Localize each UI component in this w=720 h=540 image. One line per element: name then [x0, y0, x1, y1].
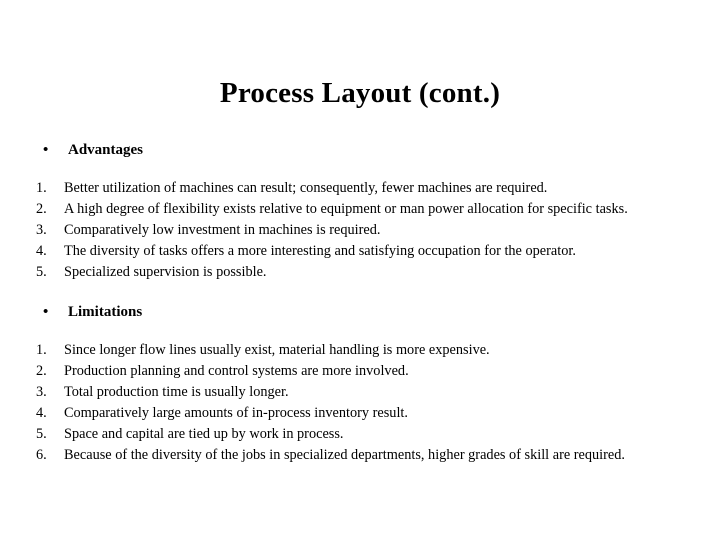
- slide-body: [0, 140, 720, 466]
- list-item-marker: 6.: [36, 447, 47, 463]
- list-item: [0, 340, 720, 361]
- list-item-text: Space and capital are tied up by work in process.: [64, 426, 344, 442]
- section-heading-label: Advantages: [68, 142, 144, 158]
- list-item: [0, 361, 720, 382]
- list-item-text: Total production time is usually longer.: [64, 384, 289, 400]
- list-item-marker: 3.: [36, 384, 47, 400]
- list-item-text: Comparatively large amounts of in-process inventory result.: [64, 405, 408, 421]
- list-item: [0, 403, 720, 424]
- list-item-marker: 1.: [36, 342, 47, 358]
- list-item-marker: 3.: [36, 222, 47, 238]
- list-item: [0, 382, 720, 403]
- list-item-text: Better utilization of machines can result; consequently, fewer machines are required.: [64, 180, 548, 196]
- page-title: Process Layout (cont.): [219, 77, 501, 109]
- list-item-marker: 5.: [36, 426, 47, 442]
- list-item-marker: 2.: [36, 363, 47, 379]
- list-item: [0, 262, 720, 283]
- list-item-marker: 5.: [36, 264, 47, 280]
- list-item-text: Because of the diversity of the jobs in specialized departments, higher grades of skill are required.: [64, 447, 625, 463]
- list-item-text: Production planning and control systems are more involved.: [64, 363, 409, 379]
- list-item-text: Comparatively low investment in machines is required.: [64, 222, 381, 238]
- list-item: [0, 199, 720, 220]
- list-item-text: The diversity of tasks offers a more interesting and satisfying occupation for the operator.: [64, 243, 576, 259]
- list-item-marker: 4.: [36, 405, 47, 421]
- section-heading-advantages: [0, 140, 720, 161]
- list-item: [0, 178, 720, 199]
- list-item: [0, 424, 720, 445]
- list-item-marker: 1.: [36, 180, 47, 196]
- list-item: [0, 220, 720, 241]
- list-item-text: A high degree of flexibility exists relative to equipment or man power allocation for specific tasks.: [64, 201, 628, 217]
- section-heading-label: Limitations: [68, 304, 143, 320]
- list-item-text: Since longer flow lines usually exist, material handling is more expensive.: [64, 342, 490, 358]
- limitations-list: [0, 340, 720, 466]
- list-item-marker: 2.: [36, 201, 47, 217]
- bullet-icon: •: [43, 142, 49, 158]
- section-heading-limitations: [0, 302, 720, 323]
- advantages-list: [0, 178, 720, 283]
- list-item-marker: 4.: [36, 243, 47, 259]
- list-item: [0, 241, 720, 262]
- list-item-text: Specialized supervision is possible.: [64, 264, 267, 280]
- list-item: [0, 445, 720, 466]
- bullet-icon: •: [43, 304, 49, 320]
